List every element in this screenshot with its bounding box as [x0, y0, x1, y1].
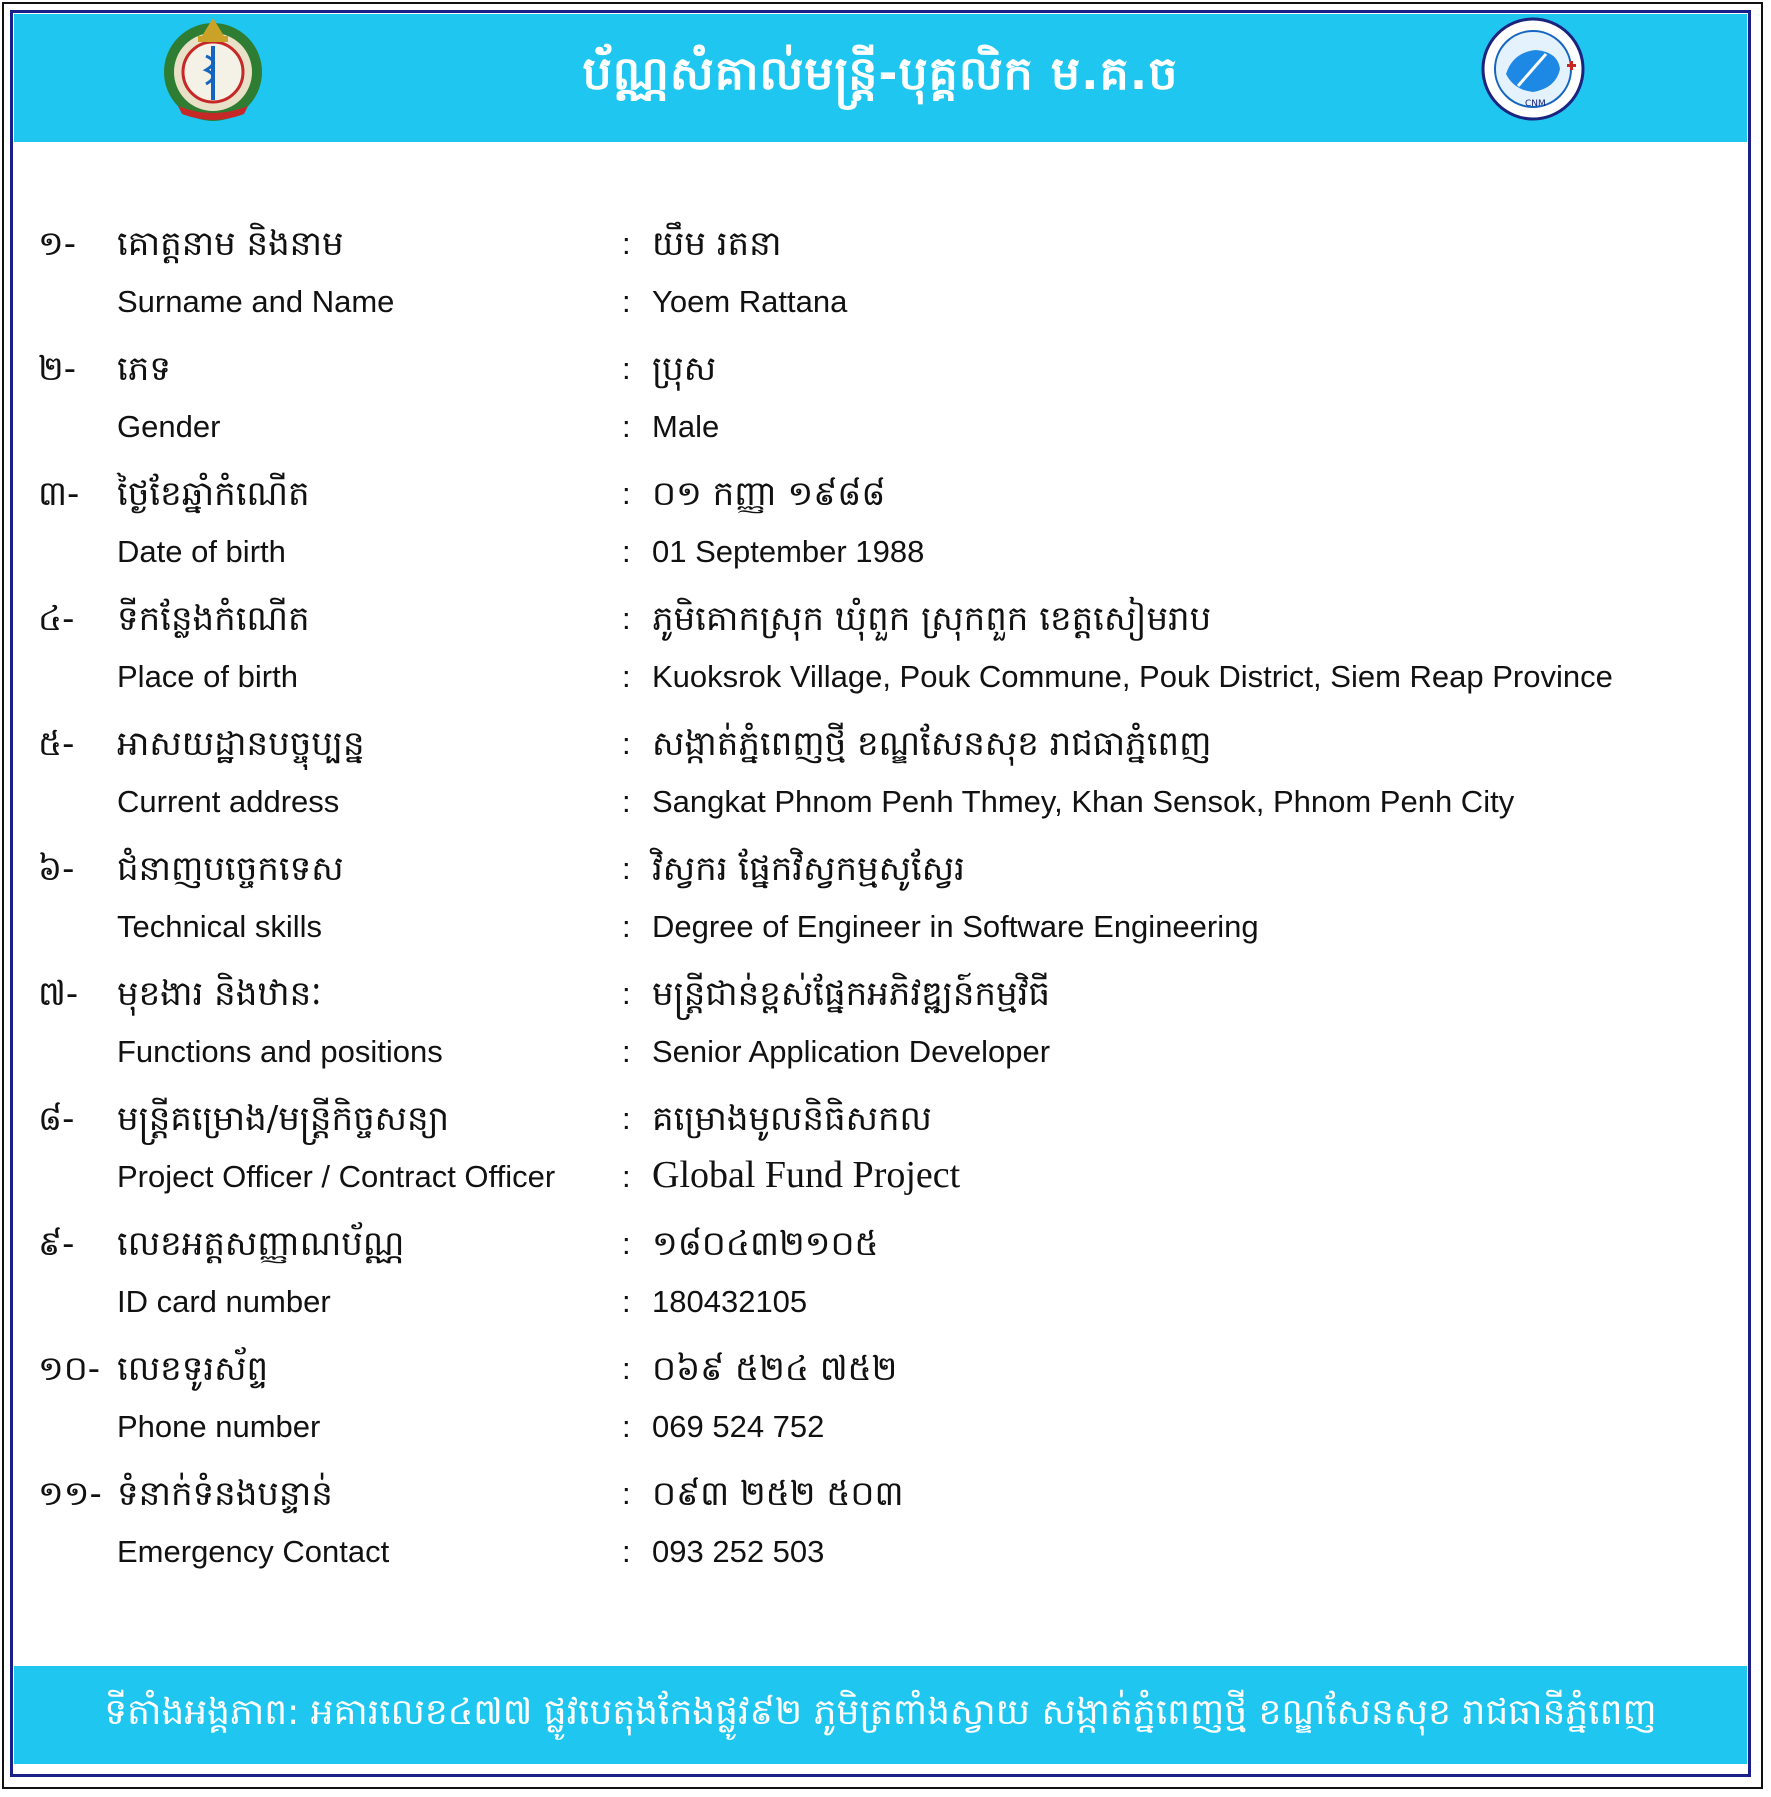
- field-separator: :: [622, 659, 631, 694]
- field-number: ១១-: [38, 1474, 102, 1514]
- svg-text:CNM: CNM: [1525, 99, 1546, 109]
- field-value-english: 093 252 503: [652, 1534, 825, 1569]
- field-separator: :: [622, 851, 631, 886]
- field-label-khmer: ទំនាក់ទំនងបន្ទាន់: [117, 1474, 333, 1514]
- field-label-khmer: លេខអត្តសញ្ញាណប័ណ្ណ: [117, 1224, 405, 1264]
- field-value-khmer: ១៨០៤៣២១០៥: [652, 1224, 879, 1264]
- office-address: ទីតាំងអង្គភាព: អគារលេខ៤៧៧ ផ្លូវបេតុងកែងផ្លូវ៩២ ភូមិត្រពាំងស្វាយ សង្កាត់ភ្នំពេញថ្មី ខណ្ឌសែនសុខ រាជធានីភ្នំពេញ: [104, 1691, 1657, 1733]
- field-separator: :: [622, 1101, 631, 1136]
- field-separator: :: [622, 409, 631, 444]
- field-number: ១-: [38, 224, 77, 264]
- field-separator: :: [622, 534, 631, 569]
- field-value-khmer: ០១ កញ្ញា ១៩៨៨: [652, 474, 886, 514]
- field-number: ១០-: [38, 1349, 101, 1389]
- field-value-khmer: សង្កាត់ភ្នំពេញថ្មី ខណ្ឌសែនសុខ រាជធាភ្នំពេញ: [652, 724, 1212, 764]
- field-label-khmer: ថ្ងៃខែឆ្នាំកំណើត: [117, 474, 310, 514]
- field-label-english: Functions and positions: [117, 1034, 443, 1069]
- field-separator: :: [622, 1034, 631, 1069]
- field-separator: :: [622, 1351, 631, 1386]
- field-value-english: Yoem Rattana: [652, 284, 848, 319]
- field-label-english: Emergency Contact: [117, 1534, 390, 1569]
- field-value-english: 069 524 752: [652, 1409, 825, 1444]
- field-label-english: Place of birth: [117, 659, 298, 694]
- field-value-english: Senior Application Developer: [652, 1034, 1051, 1069]
- field-label-khmer: អាសយដ្ឋានបច្ចុប្បន្ន: [117, 724, 365, 764]
- field-label-english: Project Officer / Contract Officer: [117, 1159, 556, 1194]
- field-separator: :: [622, 1534, 631, 1569]
- field-label-english: ID card number: [117, 1284, 331, 1319]
- field-separator: :: [622, 1159, 631, 1194]
- field-label-english: Gender: [117, 409, 221, 444]
- field-value-english: Degree of Engineer in Software Engineering: [652, 909, 1259, 944]
- field-label-english: Surname and Name: [117, 284, 395, 319]
- field-label-khmer: មុខងារ និងឋានៈ: [117, 974, 322, 1014]
- field-label-english: Current address: [117, 784, 340, 819]
- field-separator: :: [622, 1226, 631, 1261]
- field-value-khmer: ០៦៩ ៥២៤ ៧៥២: [652, 1349, 898, 1389]
- field-separator: :: [622, 909, 631, 944]
- field-value-english: Sangkat Phnom Penh Thmey, Khan Sensok, Phnom Penh City: [652, 784, 1515, 819]
- field-value-khmer: វិស្វករ ផ្នែកវិស្វកម្មសូស្វែរ: [652, 849, 965, 889]
- field-separator: :: [622, 1409, 631, 1444]
- field-separator: :: [622, 976, 631, 1011]
- field-number: ៤-: [38, 599, 75, 639]
- field-label-khmer: ទីកន្លែងកំណើត: [117, 599, 310, 639]
- field-value-khmer: យឹម រតនា: [652, 224, 782, 264]
- field-number: ២-: [38, 349, 77, 389]
- field-number: ៨-: [38, 1099, 75, 1139]
- field-separator: :: [622, 476, 631, 511]
- field-value-english: Male: [652, 409, 720, 444]
- field-value-khmer: ០៩៣ ២៥២ ៥០៣: [652, 1474, 904, 1514]
- field-label-khmer: ភេទ: [117, 349, 171, 389]
- field-separator: :: [622, 1284, 631, 1319]
- field-number: ៧-: [38, 974, 79, 1014]
- footer-banner: [14, 1666, 1747, 1764]
- field-separator: :: [622, 284, 631, 319]
- field-separator: :: [622, 784, 631, 819]
- field-number: ៣-: [38, 474, 80, 514]
- cnm-logo: [1478, 14, 1588, 124]
- field-separator: :: [622, 351, 631, 386]
- field-separator: :: [622, 226, 631, 261]
- field-label-khmer: មន្ត្រីគម្រោង/មន្ត្រីកិច្ចសន្យា: [117, 1099, 450, 1139]
- field-label-english: Technical skills: [117, 909, 323, 944]
- field-number: ៦-: [38, 849, 75, 889]
- field-value-english: 01 September 1988: [652, 534, 925, 569]
- field-number: ៥-: [38, 724, 75, 764]
- field-separator: :: [622, 726, 631, 761]
- ministry-emblem-logo: [158, 14, 268, 124]
- field-value-english: Global Fund Project: [652, 1154, 961, 1196]
- field-label-english: Date of birth: [117, 534, 286, 569]
- field-separator: :: [622, 601, 631, 636]
- field-label-english: Phone number: [117, 1409, 321, 1444]
- field-value-english: Kuoksrok Village, Pouk Commune, Pouk District, Siem Reap Province: [652, 659, 1613, 694]
- field-label-khmer: ជំនាញបច្ចេកទេស: [117, 849, 344, 889]
- field-value-khmer: មន្ត្រីជាន់ខ្ពស់ផ្នែកអភិវឌ្ឍន៍កម្មវិធី: [652, 974, 1050, 1014]
- field-value-english: 180432105: [652, 1284, 808, 1319]
- field-number: ៩-: [38, 1224, 75, 1264]
- card-title: ប័ណ្ណសំគាល់មន្រ្តី-បុគ្គលិក ម.គ.ច: [582, 45, 1179, 100]
- field-value-khmer: ប្រុស: [652, 349, 717, 389]
- field-label-khmer: លេខទូរស័ព្ទ: [117, 1349, 269, 1389]
- field-label-khmer: គោត្តនាម និងនាម: [117, 224, 344, 264]
- field-value-khmer: ភូមិគោកស្រុក ឃុំពួក ស្រុកពួក ខេត្តសៀមរាប: [652, 599, 1212, 639]
- field-value-khmer: គម្រោងមូលនិធិសកល: [652, 1099, 932, 1139]
- field-separator: :: [622, 1476, 631, 1511]
